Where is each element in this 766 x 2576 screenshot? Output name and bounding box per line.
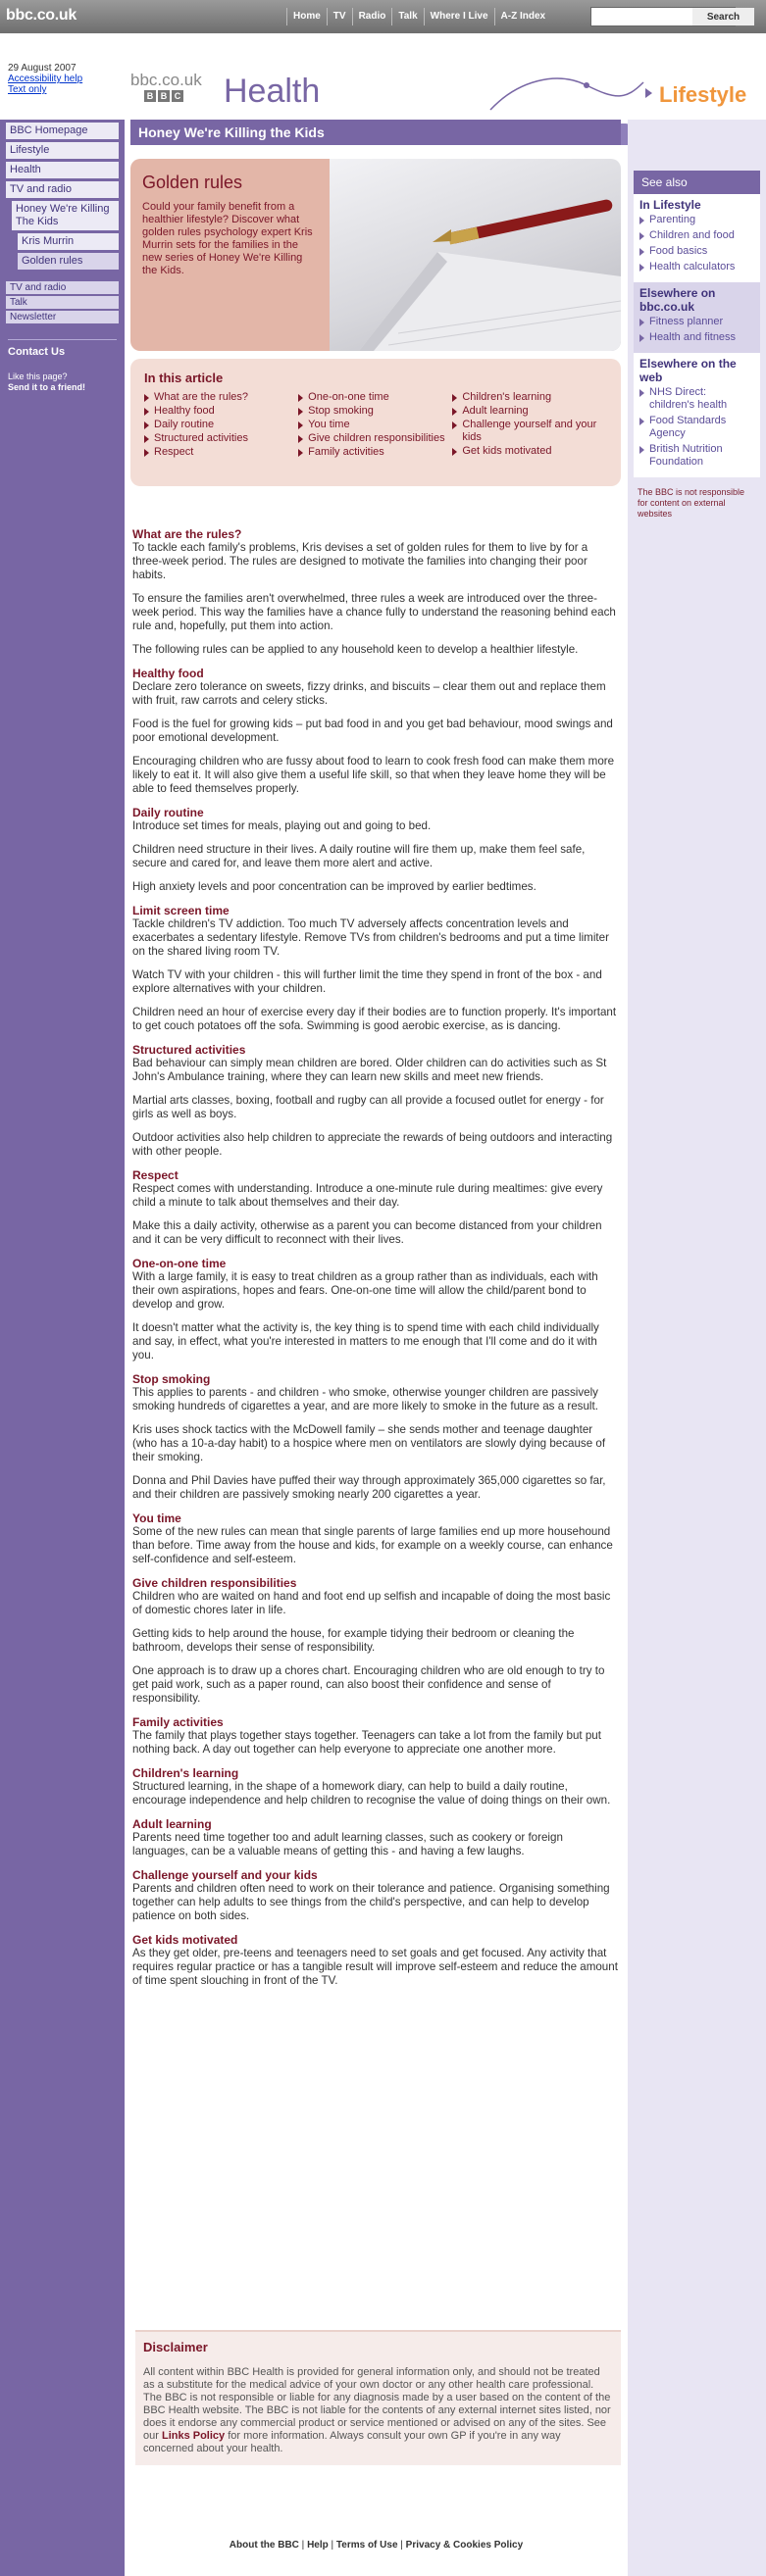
lifestyle-brand[interactable]: Lifestyle [659,82,747,107]
jump-structured-activities[interactable]: Structured activities [144,432,298,445]
see-also-british-nutrition-foundation[interactable]: British Nutrition Foundation [639,443,754,469]
article-paragraph: Introduce set times for meals, playing out and going to bed. [132,819,432,832]
article-paragraph: Encouraging children who are fussy about food to learn to cook fresh food can make them more likely to eat it. It will also give them a useful life skill, so that when they leave home they will be able to feed themselves properly. [132,755,615,795]
see-also-fitness-planner[interactable]: Fitness planner [639,316,754,328]
article-heading: Structured activities [132,1043,246,1057]
disclaimer-box [135,2330,621,2465]
see-also-food-standards-agency[interactable]: Food Standards Agency [639,415,754,440]
jump-what-are-the-rules[interactable]: What are the rules? [144,391,298,404]
article-paragraph: Bad behaviour can simply mean children are bored. Older children can do activities such as St John's Ambulance training, where they can learn new skills and meet new friends. [132,1057,607,1083]
article-heading: You time [132,1511,181,1525]
hero-title: Golden rules [142,173,243,192]
in-this-article-title: In this article [144,371,224,385]
book-and-pen-image [330,159,621,351]
article-paragraph: Children need structure in their lives. A daily routine will fire them up, make them feel safe, secure and cared for, and leave them more alert and active. [132,843,586,869]
see-also-heading: See also [634,171,760,194]
article-heading: Challenge yourself and your kids [132,1868,318,1882]
section-title[interactable]: Health [224,73,321,110]
article-heading: One-on-one time [132,1257,227,1270]
footer-links: About the BBC | Help | Terms of Use | Privacy & Cookies Policy [229,2540,524,2551]
see-also-nhs-direct[interactable]: NHS Direct: children's health [639,386,754,412]
bbc-block-c: C [172,90,183,102]
leftnav-tv-and-radio[interactable]: TV and radio [6,181,119,198]
see-also-parenting[interactable]: Parenting [639,214,754,226]
hero-image [330,159,621,351]
footer-terms-of-use[interactable]: Terms of Use [335,2540,398,2551]
jump-you-time[interactable]: You time [298,419,452,431]
article-heading: Respect [132,1168,179,1182]
article-paragraph: The following rules can be applied to any household keen to develop a healthier lifestyle. [132,643,579,656]
article-paragraph: Children need an hour of exercise every day if their bodies are to function properly. It's important to get couch potatoes off the sofa. Swimming is good aerobic exercise, as is dancing. [132,1006,617,1032]
leftnav-golden-rules[interactable]: Golden rules [18,253,119,270]
article-heading: Daily routine [132,806,204,819]
in-article-columns [144,391,607,460]
like-this-page-text: Like this page? [8,372,68,381]
send-to-friend-link[interactable]: Send it to a friend! [8,382,86,392]
leftnav-spacer [0,270,125,279]
article-paragraph: Donna and Phil Davies have puffed their way through approximately 365,000 cigarettes so far, and their children are passively smoking nearly 200 cigarettes a year. [132,1474,606,1501]
article-paragraph: To tackle each family's problems, Kris devises a set of golden rules for them to live by for a three-week period. The rules are designed to motivate the families into changing their poor habits. [132,541,588,581]
leftnav-honey-were-killing-the-kids[interactable]: Honey We're Killing The Kids [12,201,119,230]
article-paragraph: Kris uses shock tactics with the McDowell family – she sends mother and teenage daughter (who has a 10-a-day habit) to a hospice where men on ventilators are slowly dying because of their smoking. [132,1423,606,1463]
article-paragraph: Watch TV with your children - this will further limit the time they spend in front of the box - and explore alternatives with your children. [132,968,602,995]
footer-privacy-cookies[interactable]: Privacy & Cookies Policy [405,2540,524,2551]
see-also-in-lifestyle [634,194,760,282]
article-heading: Healthy food [132,667,204,680]
article-heading: Get kids motivated [132,1933,238,1947]
see-also-section-title: Elsewhere on bbc.co.uk [639,286,716,314]
leftnav-bbc-homepage[interactable]: BBC Homepage [6,123,119,139]
article-paragraph: Structured learning, in the shape of a homework diary, can help to build a daily routine, encourage independence and help children to recognise the value of doing things on their own. [132,1780,611,1807]
disclaimer-text-after: for more information. Always consult your own GP if you're in any way concerned about your health. [143,2430,561,2454]
share-block [8,372,117,393]
contact-us-link[interactable]: Contact Us [8,339,117,358]
top-nav-home[interactable]: Home [286,8,327,25]
see-also-food-basics[interactable]: Food basics [639,245,754,258]
article-paragraph: Getting kids to help around the house, for example tidying their bedroom or cleaning the bathroom, develops their sense of responsibility. [132,1627,575,1654]
top-nav [286,8,551,25]
footer [125,2524,628,2576]
bbc-co-uk-wordmark: bbc.co.uk [130,71,202,89]
top-nav-talk[interactable]: Talk [391,8,423,25]
date-block [8,63,82,95]
jump-give-children-responsibilities[interactable]: Give children responsibilities [298,432,452,445]
footer-help[interactable]: Help [307,2540,329,2551]
links-policy-link[interactable]: Links Policy [161,2430,226,2442]
article-paragraph: With a large family, it is easy to treat children as a group rather than as individuals, each with their own aspirations, hopes and fears. One-on-one time will allow the child/parent bond to develop and grow. [132,1270,598,1311]
article-paragraph: Children who are waited on hand and foot end up selfish and incapable of doing the most basic of domestic chores later in life. [132,1590,611,1616]
text-only-link[interactable]: Text only [8,84,47,95]
see-also-elsewhere-web [634,353,760,477]
article-paragraph: High anxiety levels and poor concentration can be improved by earlier bedtimes. [132,880,536,893]
bbc-topbar [0,0,766,33]
see-also-elsewhere-bbc [634,282,760,353]
article-paragraph: Martial arts classes, boxing, football and rugby can all provide a focused outlet for energy - for girls as well as boys. [132,1094,604,1120]
right-column [628,120,766,2576]
lifestyle-arrow-icon [645,88,652,98]
jump-adult-learning[interactable]: Adult learning [452,405,606,418]
bbc-block-b2: B [158,90,170,102]
main-content [130,120,621,1998]
jump-childrens-learning[interactable]: Children's learning [452,391,606,404]
top-nav-a-z-index[interactable]: A-Z Index [494,8,552,25]
bbc-block-b1: B [144,90,156,102]
jump-get-kids-motivated[interactable]: Get kids motivated [452,445,606,458]
section-header [0,33,766,120]
article-paragraph: To ensure the families aren't overwhelmed, three rules a week are introduced over the three-week period. This way the families have a chance fully to understand the reasoning behind each rule and, hopefully, put them into action. [132,592,616,632]
article-paragraph: Outdoor activities also help children to appreciate the rewards of being outdoors and interacting with other people. [132,1131,613,1158]
article-heading: Adult learning [132,1817,212,1831]
in-article-col-1 [144,391,298,460]
article-paragraph: Food is the fuel for growing kids – put bad food in and you get bad behaviour, mood swings and poor emotional development. [132,718,613,744]
accessibility-help-link[interactable]: Accessibility help [8,74,83,84]
disclaimer-title: Disclaimer [143,2340,208,2354]
disclaimer-text [143,2366,613,2455]
jump-challenge-yourself[interactable]: Challenge yourself and your kids [452,419,606,444]
article-paragraph: The family that plays together stays together. Teenagers can take a lot from the family but put nothing back. A day out together can help everyone to appreciate one another more. [132,1729,601,1756]
leftnav-small-talk[interactable]: Talk [6,296,119,309]
jump-family-activities[interactable]: Family activities [298,446,452,459]
leftnav-health[interactable]: Health [6,162,119,178]
article-heading: Limit screen time [132,904,230,917]
external-sites-note: The BBC is not responsible for content on external websites [638,487,745,519]
search-button[interactable]: Search [692,8,754,25]
article-paragraph: Tackle children's TV addiction. Too much TV adversely affects concentration levels and exacerbates a sedentary lifestyle. Remove TVs from children's bedrooms and put a time limiter on the shared living room TV. [132,917,609,958]
article-paragraph: As they get older, pre-teens and teenagers need to set goals and get focused. Any activity that requires regular practice or has a tangible result will improve self-esteem and reduce the amount of time spent slouching in front of the TV. [132,1947,618,1987]
leftnav-small-tv-and-radio[interactable]: TV and radio [6,281,119,294]
hero-panel [130,159,621,351]
article-heading: Children's learning [132,1766,239,1780]
top-nav-where-i-live[interactable]: Where I Live [424,8,494,25]
see-also-health-and-fitness[interactable]: Health and fitness [639,331,754,344]
hero-intro: Could your family benefit from a healthier lifestyle? Discover what golden rules psychology expert Kris Murrin sets for the families in the new series of Honey We're Killing the Kids. [142,201,313,276]
article-paragraph: Respect comes with understanding. Introduce a one-minute rule during mealtimes: give every child a minute to talk about themselves and their day. [132,1182,603,1209]
article-paragraph: One approach is to draw up a chores chart. Encouraging children who are old enough to try to get paid work, such as a paper round, can also boost their confidence and sense of responsibility. [132,1664,605,1705]
see-also-children-and-food[interactable]: Children and food [639,229,754,242]
page-title: Honey We're Killing the Kids [130,120,621,145]
hero-text [130,159,330,351]
in-article-col-3 [452,391,606,460]
jump-healthy-food[interactable]: Healthy food [144,405,298,418]
current-date: 29 August 2007 [8,63,77,74]
article-paragraph: It doesn't matter what the activity is, the key thing is to spend time with each child individually and say, in effect, what you're interested in matters to me enough that I'll come and do it with you. [132,1321,599,1362]
footer-about-the-bbc[interactable]: About the BBC [229,2540,299,2551]
article-paragraph: Parents and children often need to work on their tolerance and patience. Organising something together can help adults to see things from the child's perspective, and can help to develop patience on both sides. [132,1882,610,1922]
article-paragraph: Parents need time together too and adult learning classes, such as cookery or foreign languages, can be a valuable means of getting this - and having a few laughs. [132,1831,563,1858]
bbc-blocks-logo [144,90,183,102]
jump-respect[interactable]: Respect [144,446,298,459]
see-also-health-calculators[interactable]: Health calculators [639,261,754,273]
article-body [130,527,621,1988]
in-article-col-2 [298,391,452,460]
article-heading: Family activities [132,1715,224,1729]
leftnav-small-newsletter[interactable]: Newsletter [6,311,119,323]
bbc-logo[interactable]: bbc.co.uk [6,7,77,24]
disclaimer-text-before: All content within BBC Health is provided for general information only, and should not be treated as a substitute for the medical advice of your own doctor or any other health care professional. The BBC is not responsible or liable for any diagnosis made by a user based on the content of the BBC Health website. The BBC is not liable for the contents of any external internet sites listed, nor does it endorse any commercial product or service mentioned or advised on any of the sites. See our [143,2366,611,2442]
top-nav-tv[interactable]: TV [327,8,352,25]
article-paragraph: Declare zero tolerance on sweets, fizzy drinks, and biscuits – clear them out and replace them with fruit, raw carrots and celery sticks. [132,680,606,707]
leftnav-kris-murrin[interactable]: Kris Murrin [18,233,119,250]
left-nav [0,120,125,2576]
article-paragraph: Make this a daily activity, otherwise as a parent you can become distanced from your children and it can be very difficult to reconnect with their lives. [132,1219,602,1246]
jump-stop-smoking[interactable]: Stop smoking [298,405,452,418]
stethoscope-icon [488,71,645,120]
leftnav-lifestyle[interactable]: Lifestyle [6,142,119,159]
see-also-section-title: In Lifestyle [639,198,701,212]
jump-daily-routine[interactable]: Daily routine [144,419,298,431]
see-also-section-title: Elsewhere on the web [639,357,737,384]
article-heading: Give children responsibilities [132,1576,297,1590]
article-heading: What are the rules? [132,527,242,541]
in-this-article-box [130,359,621,486]
article-paragraph: Some of the new rules can mean that single parents of large families end up more househound than before. Time away from the house and kids, for example on a weekly course, can enhance self-confidence and self-esteem. [132,1525,613,1565]
jump-one-on-one-time[interactable]: One-on-one time [298,391,452,404]
article-paragraph: This applies to parents - and children - who smoke, otherwise younger children are passively smoking hundreds of cigarettes a year, and are more likely to smoke in the future as a result. [132,1386,598,1412]
article-heading: Stop smoking [132,1372,211,1386]
top-nav-radio[interactable]: Radio [352,8,392,25]
